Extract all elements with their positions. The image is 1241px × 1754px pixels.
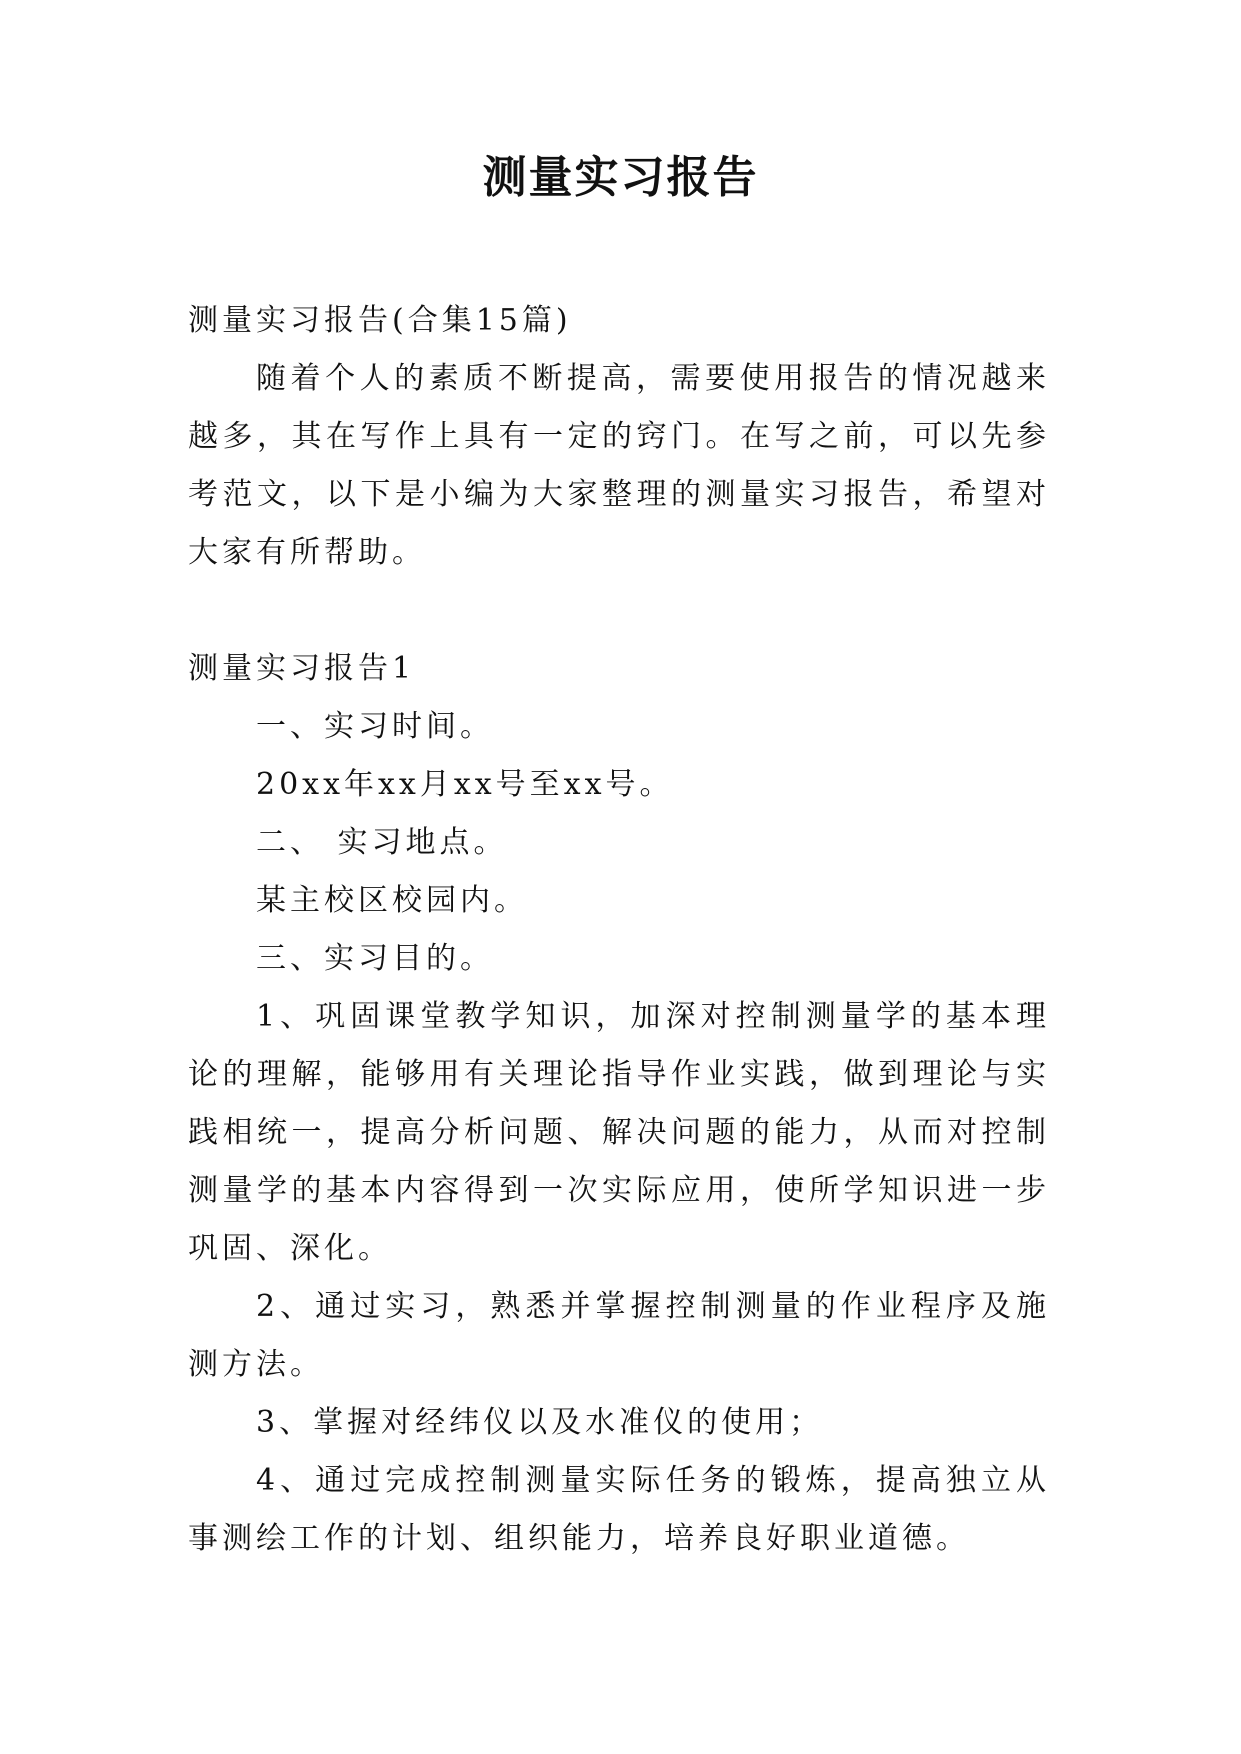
item-purpose-heading: 三、实习目的。 bbox=[256, 941, 494, 976]
document-subtitle: 测量实习报告(合集15篇) bbox=[188, 303, 572, 338]
paragraph-gap bbox=[188, 582, 1050, 640]
document-body bbox=[188, 292, 1050, 1568]
item-purpose-1: 1、巩固课堂教学知识，加深对控制测量学的基本理论的理解，能够用有关理论指导作业实践，做到理论与实践相统一，提高分析问题、解决问题的能力，从而对控制测量学的基本内容得到一次实际应用，使所学知识进一步巩固、深化。 bbox=[188, 999, 1050, 1266]
item-purpose-3: 3、掌握对经纬仪以及水准仪的使用； bbox=[256, 1405, 824, 1440]
item-purpose-2: 2、通过实习，熟悉并掌握控制测量的作业程序及施测方法。 bbox=[188, 1289, 1050, 1382]
section-heading: 测量实习报告1 bbox=[188, 651, 416, 686]
document-title: 测量实习报告 bbox=[482, 152, 759, 203]
intro-paragraph: 随着个人的素质不断提高，需要使用报告的情况越来越多，其在写作上具有一定的窍门。在写之前，可以先参考范文，以下是小编为大家整理的测量实习报告，希望对大家有所帮助。 bbox=[188, 361, 1050, 570]
item-location-heading: 二、 实习地点。 bbox=[256, 825, 508, 860]
item-time-value: 20xx年xx月xx号至xx号。 bbox=[256, 767, 674, 802]
item-time-heading: 一、实习时间。 bbox=[256, 709, 494, 744]
item-purpose-4: 4、通过完成控制测量实际任务的锻炼，提高独立从事测绘工作的计划、组织能力，培养良好职业道德。 bbox=[188, 1463, 1050, 1556]
item-location-value: 某主校区校园内。 bbox=[256, 883, 528, 918]
